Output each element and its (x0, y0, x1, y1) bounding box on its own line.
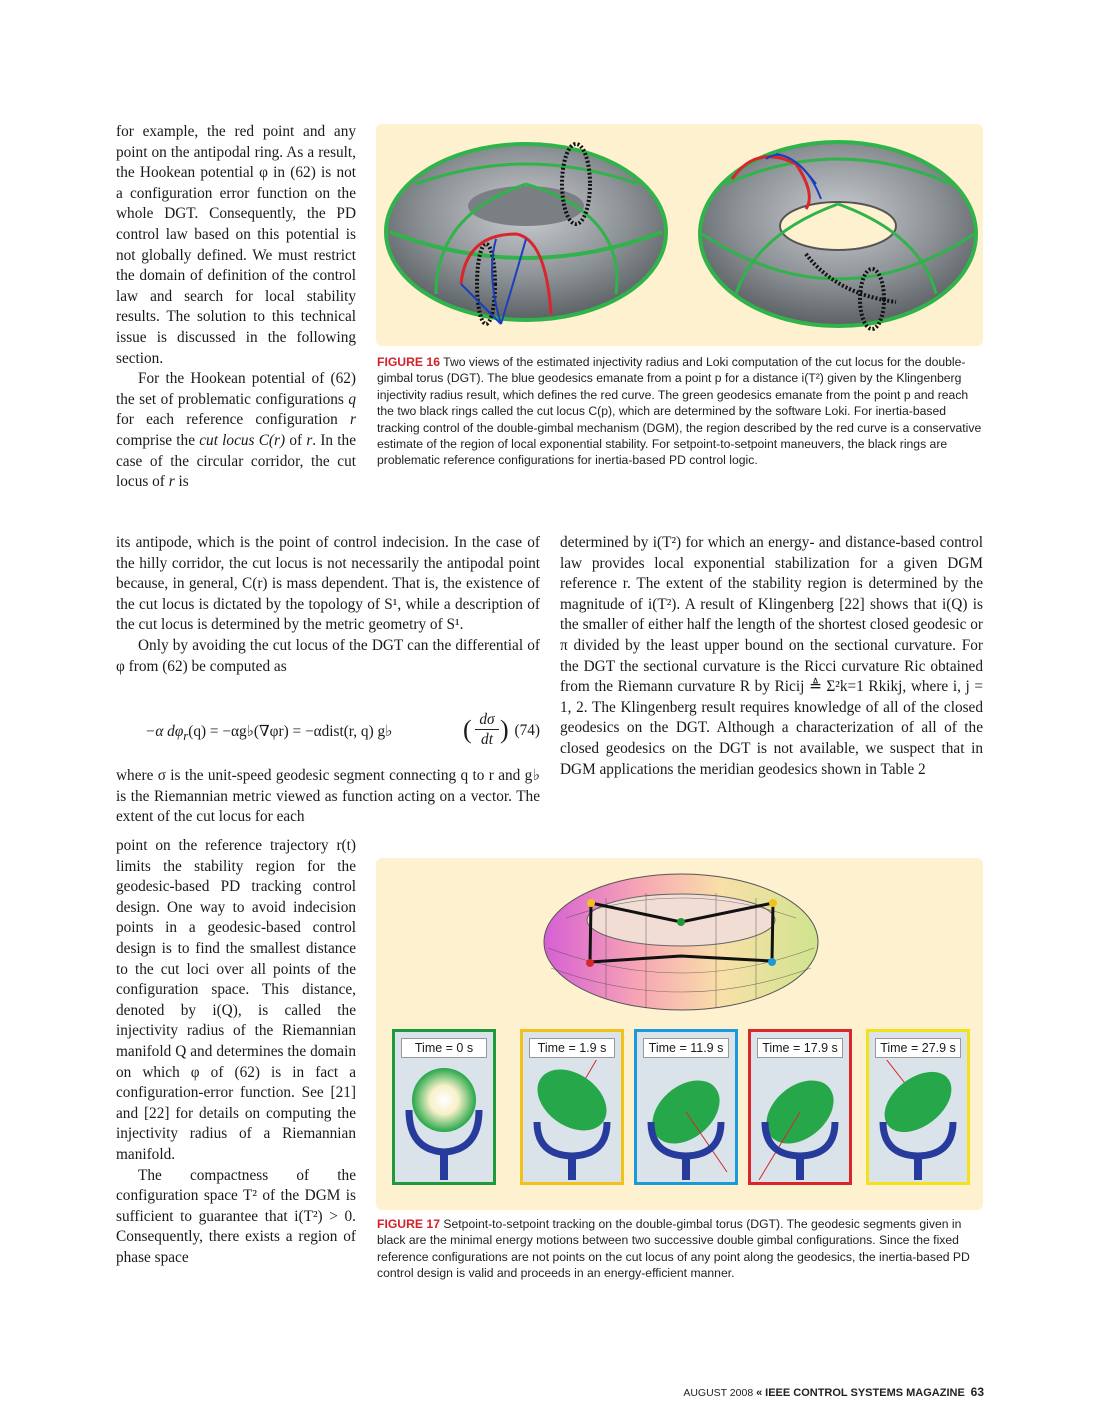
page-footer (682, 1385, 984, 1399)
left-torus (386, 144, 666, 324)
column2-middle-text (560, 533, 983, 780)
figure-16-box (376, 124, 983, 346)
figure-17-torus-image (376, 858, 983, 1018)
time-panel-2 (634, 1029, 738, 1185)
footer-chevron-icon: « (756, 1387, 763, 1399)
paragraph: determined by i(T²) for which an energy- and distance-based control law provides local exponential stabilization for a given DGM reference r. The extent of the stability region is determined by the magnitude of i(T²). A result of Klingenberg [22] shows that i(Q) is the smaller of either half the length of the shortest closed geodesic or π divided by the least upper bound on the sectional curvature. For the DGT the sectional curvature is the Ricci curvature Ric obtained from the Riemann curvature R by Ricij ≜ Σ²k=1 Rkikj, where i, j = 1, 2. The Klingenberg result requires knowledge of all of the closed geodesics on the DGT. Although a characterization of all of the closed geodesics on the DGT is not available, we suspect that in DGM applications the meridian geodesics shown in Table 2 (560, 534, 983, 778)
figure-16-caption-text: Two views of the estimated injectivity radius and Loki computation of the cut locus for the double-gimbal torus (DGT). The blue geodesics emanate from a point p for a distance i(T²) given by the Klingenberg injectivity radius result, which defines the red curve. The green geodesics emanate from the point p and reach the two black rings called the cut locus C(p), which are determined by the software Loki. For inertia-based tracking control of the double-gimbal mechanism (DGM), the region described by the red curve is a conservative estimate of the region of local exponential stability. For setpoint-to-setpoint maneuvers, the black rings are problematic reference configurations for inertia-based PD control logic. (377, 355, 982, 468)
equation-74: −α $d\varphi_r(q)$ = −αg♭(∇φr) = −αdist(r, q) g♭ ( dσ dt ) (74) (145, 711, 540, 748)
right-torus (700, 142, 976, 329)
paragraph: its antipode, which is the point of control indecision. In the case of the hilly corridor, the cut locus is not necessarily the antipodal point because, in general, C(r) is mass dependent. That is, the existence of the cut locus is dictated by the topology of S¹, while a description of the cut locus is determined by the metric geometry of S¹. (116, 534, 540, 634)
paragraph: point on the reference trajectory r(t) limits the stability region for the geodesic-based PD tracking control design. One way to avoid indecision points in a geodesic-based control design is to find the smallest distance to the cut loci over all points of the configuration space. This distance, denoted by i(Q), is called the injectivity radius of the Riemannian manifold Q and determines the domain on which φ of (62) is in fact a configuration-error function. See [21] and [22] for details on computing the injectivity radius of a Riemannian manifold. (116, 837, 356, 1163)
column1-middle-text (116, 533, 540, 677)
paragraph: Only by avoiding the cut locus of the DGT can the differential of φ from (62) be computed as (116, 636, 540, 675)
paragraph: where σ is the unit-speed geodesic segment connecting q to r and g♭ is the Riemannian metric viewed as function acting on a vector. The extent of the cut locus for each (116, 767, 540, 826)
footer-date: AUGUST 2008 (683, 1387, 754, 1399)
paragraph: The compactness of the configuration space T² of the DGM is sufficient to guarantee that i(T²) > 0. Consequently, there exists a region of phase space (116, 1166, 356, 1266)
time-label: Time = 27.9 s (875, 1038, 961, 1058)
time-label: Time = 11.9 s (643, 1038, 729, 1058)
figure-17-caption-text: Setpoint-to-setpoint tracking on the double-gimbal torus (DGT). The geodesic segments given in black are the minimal energy motions between two successive double gimbal configurations. Since the fixed reference configurations are not points on the cut locus of any point along the geodesics, the inertia-based PD control design is valid and proceeds in an energy-efficient manner. (377, 1217, 970, 1281)
figure-17-caption (377, 1216, 983, 1282)
figure-16-label: FIGURE 16 (377, 355, 440, 369)
time-panel-4 (866, 1029, 970, 1185)
paragraph: For the Hookean potential of (62) the set of problematic configurations q for each reference configuration r comprise the cut locus C(r) of r. In the case of the circular corridor, the cut locus of r is (116, 370, 356, 491)
time-panel-3 (748, 1029, 852, 1185)
equation-number: (74) (514, 722, 540, 739)
figure-16-caption (377, 354, 983, 469)
figure-17-label: FIGURE 17 (377, 1217, 440, 1231)
time-label: Time = 0 s (401, 1038, 487, 1058)
column1-bottom-text (116, 836, 356, 1268)
column1-middle-text-2 (116, 766, 540, 828)
column1-top-text (116, 122, 356, 493)
time-label: Time = 1.9 s (529, 1038, 615, 1058)
time-label: Time = 17.9 s (757, 1038, 843, 1058)
paragraph: for example, the red point and any point on the antipodal ring. As a result, the Hookean potential φ in (62) is not a configuration error function on the whole DGT. Consequently, the PD control law based on this potential is not globally defined. We must restrict the domain of definition of the control law and search for local stability results. The solution to this technical issue is discussed in the following section. (116, 123, 356, 367)
time-panel-1 (520, 1029, 624, 1185)
figure-16-torus-images (376, 124, 983, 346)
page-number: 63 (970, 1385, 984, 1399)
time-panel-0 (392, 1029, 496, 1185)
footer-magazine: IEEE CONTROL SYSTEMS MAGAZINE (765, 1387, 965, 1399)
